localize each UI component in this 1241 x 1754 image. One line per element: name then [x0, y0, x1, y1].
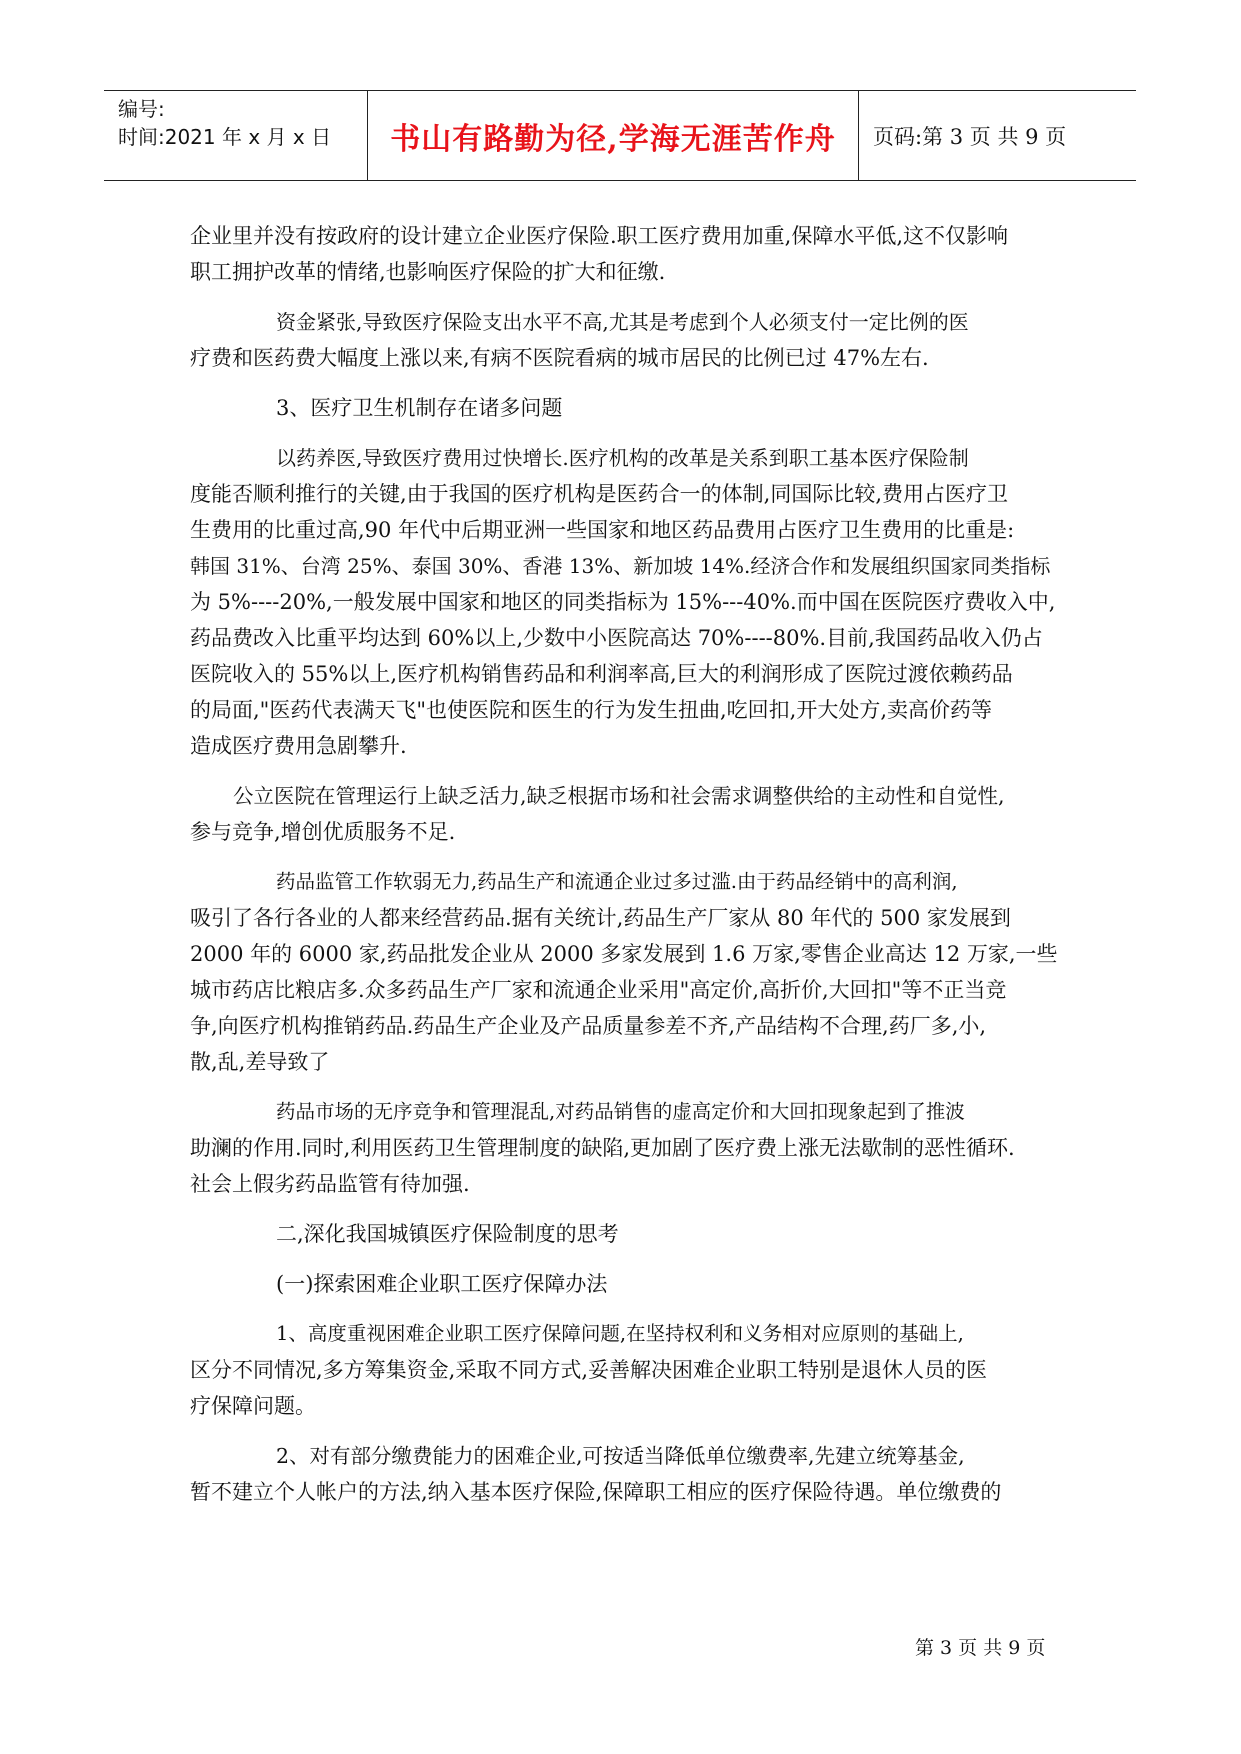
paragraph: [190, 1216, 1060, 1252]
paragraph-line: 2000 年的 6000 家,药品批发企业从 2000 多家发展到 1.6 万家,零售企业高达 12 万家,一些: [190, 942, 1058, 966]
paragraph-line: 生费用的比重过高,90 年代中后期亚洲一些国家和地区药品费用占医疗卫生费用的比重是:: [190, 518, 1015, 542]
document-time-label: 时间:2021 年 x 月 x 日: [118, 125, 332, 149]
paragraph-line: 城市药店比粮店多.众多药品生产厂家和流通企业采用"高定价,高折价,大回扣"等不正当竞: [190, 978, 1007, 1002]
paragraph: [190, 778, 1060, 850]
paragraph: [190, 218, 1060, 290]
paragraph-line: 度能否顺利推行的关键,由于我国的医疗机构是医药合一的体制,同国际比较,费用占医疗卫: [190, 482, 1009, 506]
paragraph-line: 3、医疗卫生机制存在诸多问题: [276, 396, 563, 420]
paragraph-line: 的局面,"医药代表满天飞"也使医院和医生的行为发生扭曲,吃回扣,开大处方,卖高价药等: [190, 698, 993, 722]
paragraph: [190, 1316, 1060, 1424]
paragraph-line: 资金紧张,导致医疗保险支出水平不高,尤其是考虑到个人必须支付一定比例的医: [276, 310, 969, 334]
header-page-label: 页码:第 3 页 共 9 页: [873, 124, 1067, 149]
header-motto-cell: [368, 91, 859, 180]
paragraph: [190, 304, 1060, 376]
paragraph-line: 疗费和医药费大幅度上涨以来,有病不医院看病的城市居民的比例已过 47%左右.: [190, 346, 929, 370]
paragraph-line: 2、对有部分缴费能力的困难企业,可按适当降低单位缴费率,先建立统筹基金,: [276, 1444, 965, 1468]
paragraph-line: 医院收入的 55%以上,医疗机构销售药品和利润率高,巨大的利润形成了医院过渡依赖药品: [190, 662, 1013, 686]
paragraph-line: 助澜的作用.同时,利用医药卫生管理制度的缺陷,更加剧了医疗费上涨无法歇制的恶性循环.: [190, 1136, 1015, 1160]
paragraph-line: 1、高度重视困难企业职工医疗保障问题,在坚持权利和义务相对应原则的基础上,: [276, 1322, 964, 1345]
paragraph-line: 二,深化我国城镇医疗保险制度的思考: [276, 1222, 619, 1246]
paragraph-line: 公立医院在管理运行上缺乏活力,缺乏根据市场和社会需求调整供给的主动性和自觉性,: [233, 784, 1005, 808]
paragraph: [190, 440, 1060, 764]
paragraph-line: 药品费改入比重平均达到 60%以上,少数中小医院高达 70%----80%.目前,我国药品收入仍占: [190, 626, 1043, 650]
paragraph-line: 韩国 31%、台湾 25%、泰国 30%、香港 13%、新加坡 14%.经济合作和发展组织国家同类指标: [190, 554, 1051, 578]
document-body: [190, 218, 1060, 1524]
paragraph-line: 职工拥护改革的情绪,也影响医疗保险的扩大和征缴.: [190, 260, 666, 284]
paragraph: [190, 390, 1060, 426]
paragraph-line: 药品监管工作软弱无力,药品生产和流通企业过多过滥.由于药品经销中的高利润,: [276, 870, 958, 893]
paragraph-line: 疗保障问题。: [190, 1394, 316, 1418]
paragraph: [190, 1094, 1060, 1202]
paragraph-line: 争,向医疗机构推销药品.药品生产企业及产品质量参差不齐,产品结构不合理,药厂多,小,: [190, 1014, 987, 1038]
header-page-cell: [859, 91, 1136, 180]
document-number-label: 编号:: [118, 97, 165, 121]
paragraph-line: 吸引了各行各业的人都来经营药品.据有关统计,药品生产厂家从 80 年代的 500 家发展到: [190, 906, 1011, 930]
paragraph-line: 以药养医,导致医疗费用过快增长.医疗机构的改革是关系到职工基本医疗保险制: [276, 446, 969, 470]
paragraph-line: 社会上假劣药品监管有待加强.: [190, 1172, 470, 1196]
paragraph-line: 散,乱,差导致了: [190, 1050, 330, 1074]
paragraph-line: 药品市场的无序竞争和管理混乱,对药品销售的虚高定价和大回扣现象起到了推波: [276, 1100, 965, 1123]
header-meta-cell: [104, 91, 368, 180]
paragraph-line: 造成医疗费用急剧攀升.: [190, 734, 407, 758]
paragraph-line: 参与竞争,增创优质服务不足.: [190, 820, 456, 844]
page-header-table: [104, 90, 1136, 181]
paragraph-line: 区分不同情况,多方筹集资金,采取不同方式,妥善解决困难企业职工特别是退休人员的医: [190, 1358, 988, 1382]
page-footer: 第 3 页 共 9 页: [915, 1637, 1046, 1659]
paragraph: [190, 864, 1060, 1080]
paragraph-line: 为 5%----20%,一般发展中国家和地区的同类指标为 15%---40%.而中国在医院医疗费收入中,: [190, 590, 1056, 614]
paragraph: [190, 1438, 1060, 1510]
header-motto: 书山有路勤为径,学海无涯苦作舟: [390, 121, 836, 157]
paragraph-line: (一)探索困难企业职工医疗保障办法: [276, 1272, 608, 1296]
paragraph-line: 暂不建立个人帐户的方法,纳入基本医疗保险,保障职工相应的医疗保险待遇。单位缴费的: [190, 1480, 1002, 1504]
paragraph-line: 企业里并没有按政府的设计建立企业医疗保险.职工医疗费用加重,保障水平低,这不仅影响: [190, 224, 1009, 248]
paragraph: [190, 1266, 1060, 1302]
